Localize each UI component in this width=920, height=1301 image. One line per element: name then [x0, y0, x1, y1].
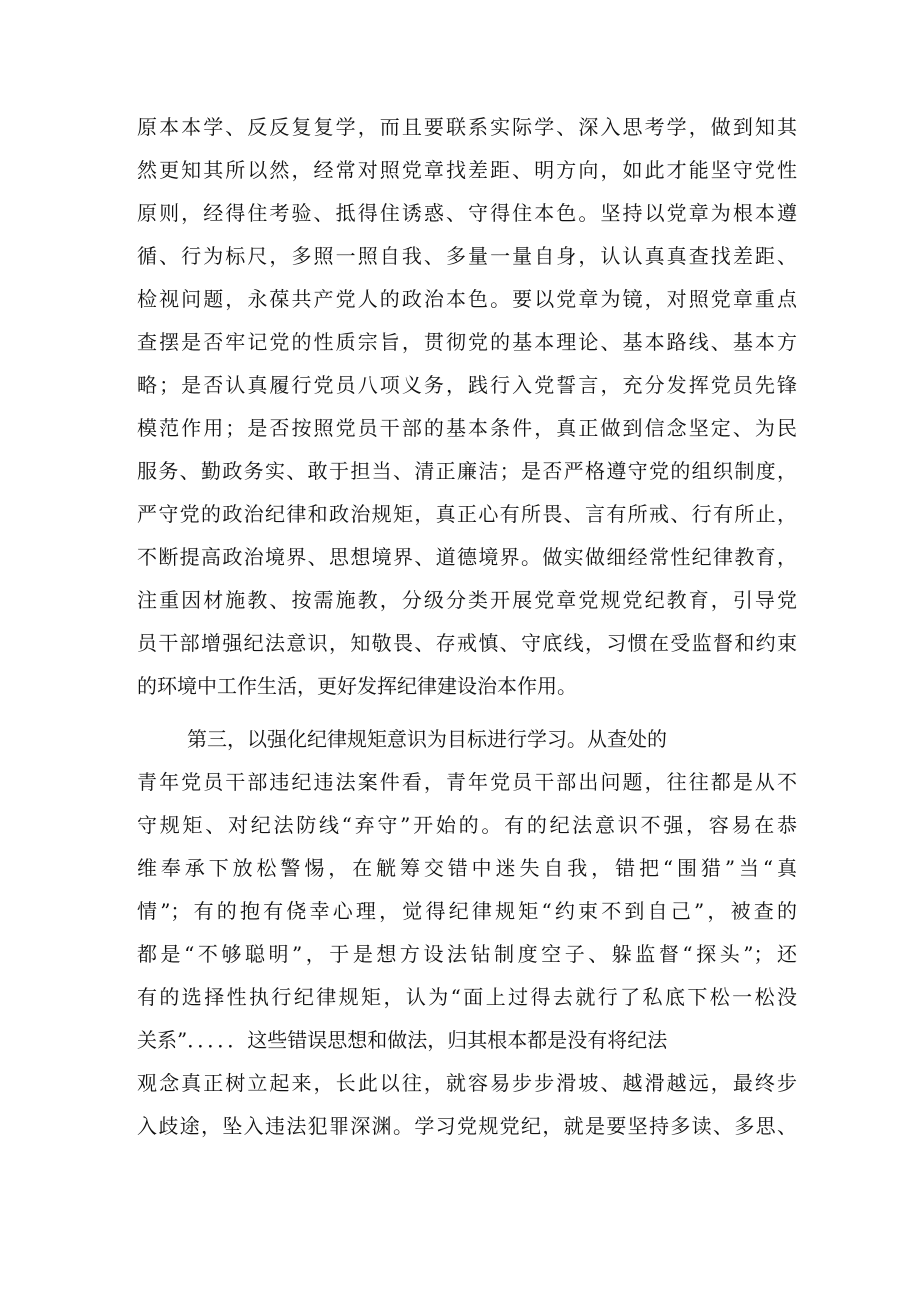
- paragraph-line: 的环境中工作生活，更好发挥纪律建设治本作用。: [137, 674, 577, 698]
- paragraph-line: 观念真正树立起来，长此以往，就容易步步滑坡、越滑越远，最终步: [137, 1071, 797, 1095]
- paragraph-line: 查摆是否牢记党的性质宗旨，贯彻党的基本理论、基本路线、基本方: [137, 330, 797, 354]
- paragraph-line: 原则，经得住考验、抵得住诱惑、守得住本色。坚持以党章为根本遵: [137, 201, 797, 225]
- paragraph-line: 服务、勤政务实、敢于担当、清正廉洁；是否严格遵守党的组织制度，: [137, 459, 797, 483]
- paragraph-line: 略；是否认真履行党员八项义务，践行入党誓言，充分发挥党员先锋: [137, 373, 797, 397]
- paragraph-line: 员干部增强纪法意识，知敬畏、存戒慎、守底线，习惯在受监督和约束: [137, 631, 797, 655]
- paragraph-line: 守规矩、对纪法防线“弃守”开始的。有的纪法意识不强，容易在恭: [137, 813, 797, 837]
- paragraph-line: 注重因材施教、按需施教，分级分类开展党章党规党纪教育，引导党: [137, 588, 797, 612]
- paragraph-line: 严守党的政治纪律和政治规矩，真正心有所畏、言有所戒、行有所止，: [137, 502, 797, 526]
- paragraph-line: 关系”．．．．．这些错误思想和做法，归其根本都是没有将纪法: [137, 1028, 668, 1052]
- paragraph-line: 都是“不够聪明”，于是想方设法钻制度空子、躲监督“探头”；还: [137, 942, 797, 966]
- paragraph-line: 然更知其所以然，经常对照党章找差距、明方向，如此才能坚守党性: [137, 158, 797, 182]
- paragraph-line: 有的选择性执行纪律规矩，认为“面上过得去就行了私底下松一松没: [137, 985, 797, 1009]
- paragraph-line: 青年党员干部违纪违法案件看，青年党员干部出问题，往往都是从不: [137, 770, 797, 794]
- paragraph-line: 维奉承下放松警惕，在觥筹交错中迷失自我，错把“围猎”当“真: [137, 856, 797, 880]
- paragraph-line: 模范作用；是否按照党员干部的基本条件，真正做到信念坚定、为民: [137, 416, 797, 440]
- paragraph-line: 循、行为标尺，多照一照自我、多量一量自身，认认真真查找差距、: [137, 244, 797, 268]
- paragraph-line: 入歧途，坠入违法犯罪深渊。学习党规党纪，就是要坚持多读、多思、: [137, 1114, 797, 1138]
- paragraph-line: 原本本学、反反复复学，而且要联系实际学、深入思考学，做到知其: [137, 115, 797, 139]
- paragraph-line: 不断提高政治境界、思想境界、道德境界。做实做细经常性纪律教育，: [137, 545, 797, 569]
- paragraph-line: 检视问题，永葆共产党人的政治本色。要以党章为镜，对照党章重点: [137, 287, 797, 311]
- paragraph-line: 情”；有的抱有侥幸心理，觉得纪律规矩“约束不到自己”，被查的: [137, 899, 797, 923]
- paragraph-heading-line: 第三，以强化纪律规矩意识为目标进行学习。从查处的: [187, 727, 667, 751]
